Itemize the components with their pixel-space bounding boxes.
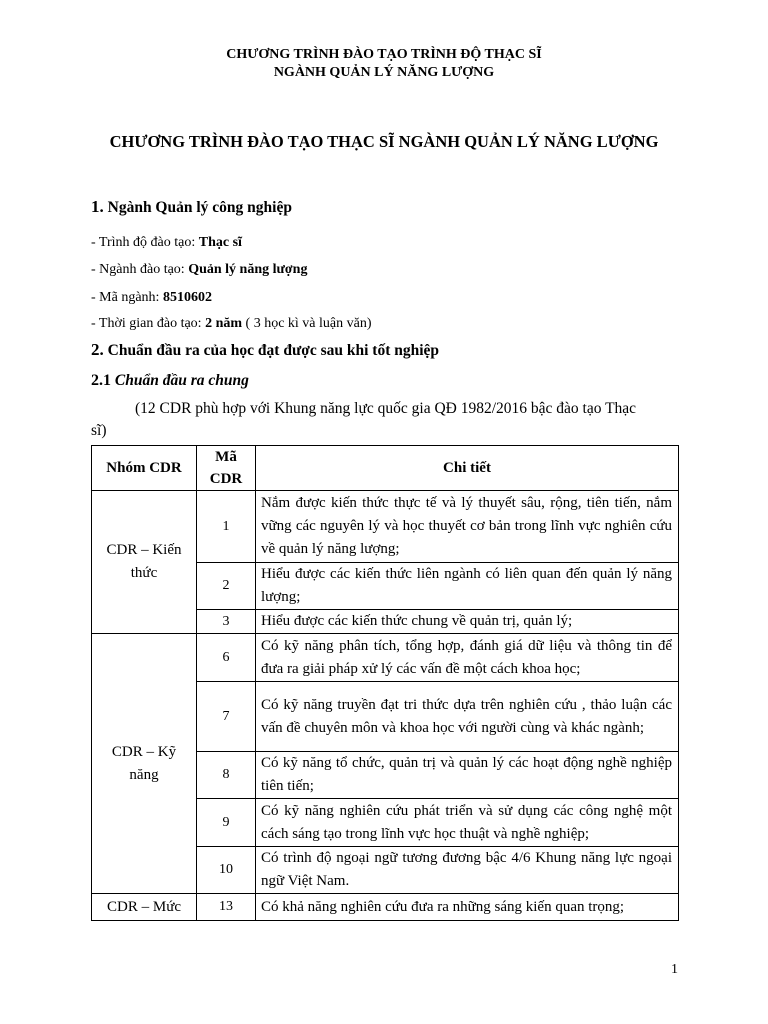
group-name-line2: thức xyxy=(130,565,158,581)
section-2-1-number: 2.1 xyxy=(91,372,111,389)
header-line-1: CHƯƠNG TRÌNH ĐÀO TẠO TRÌNH ĐỘ THẠC SĨ xyxy=(226,47,542,62)
info-suffix: ( 3 học kì và luận văn) xyxy=(242,316,372,331)
cdr-detail: Hiểu được các kiến thức liên ngành có liên quan đến quản lý năng lượng; xyxy=(256,563,679,610)
cdr-detail: Có trình độ ngoại ngữ tương đương bậc 4/6 Khung năng lực ngoại ngữ Việt Nam. xyxy=(256,847,679,894)
header-group: Nhóm CDR xyxy=(92,446,197,491)
cdr-detail: Có kỹ năng truyền đạt tri thức dựa trên nghiên cứu , thảo luận các vấn đề chuyên môn và khoa học với người cùng và khác ngành; xyxy=(256,682,679,752)
table-header-row xyxy=(92,446,679,491)
table-row xyxy=(92,894,679,921)
section-1-title: Ngành Quản lý công nghiệp xyxy=(107,199,292,216)
section-2-1-heading xyxy=(91,372,249,390)
info-label: - Thời gian đào tạo: xyxy=(91,316,206,331)
cdr-detail: Có khả năng nghiên cứu đưa ra những sáng kiến quan trọng; xyxy=(256,894,679,921)
info-value: 8510602 xyxy=(162,290,212,305)
header-line-2: NGÀNH QUẢN LÝ NĂNG LƯỢNG xyxy=(273,65,495,80)
section-2-title: Chuẩn đầu ra của học đạt được sau khi tốt nghiệp xyxy=(107,342,440,359)
cdr-detail: Hiểu được các kiến thức chung về quản trị, quản lý; xyxy=(256,610,679,634)
cdr-code: 6 xyxy=(197,634,256,682)
cdr-detail: Có kỹ năng phân tích, tổng hợp, đánh giá dữ liệu và thông tin để đưa ra giải pháp xử lý các vấn đề một cách khoa học; xyxy=(256,634,679,682)
table-row xyxy=(92,634,679,682)
info-value: Quản lý năng lượng xyxy=(188,262,308,277)
info-level xyxy=(91,235,242,251)
section-2-heading xyxy=(91,340,439,360)
cdr-code: 13 xyxy=(197,894,256,921)
header-code-line1: Mã xyxy=(215,449,237,465)
document-title: CHƯƠNG TRÌNH ĐÀO TẠO THẠC SĨ NGÀNH QUẢN LÝ NĂNG LƯỢNG xyxy=(109,132,659,151)
cdr-code: 9 xyxy=(197,799,256,847)
group-name-line1: CDR – Kiến xyxy=(106,542,182,558)
info-label: - Ngành đào tạo: xyxy=(91,262,189,277)
cdr-code: 2 xyxy=(197,563,256,610)
group-skills xyxy=(92,634,197,894)
cdr-detail: Có kỹ năng nghiên cứu phát triển và sử dụng các công nghệ một cách sáng tạo trong lĩnh vực học thuật và nghề nghiệp; xyxy=(256,799,679,847)
cdr-code: 7 xyxy=(197,682,256,752)
outcomes-table xyxy=(91,445,679,921)
info-label: - Trình độ đào tạo: xyxy=(91,235,199,250)
header-code-line2: CDR xyxy=(209,471,243,487)
header-detail: Chi tiết xyxy=(256,446,679,491)
group-knowledge xyxy=(92,491,197,634)
info-value: Thạc sĩ xyxy=(198,235,242,250)
info-major xyxy=(91,262,307,278)
info-value: 2 năm xyxy=(205,316,243,331)
group-level xyxy=(92,894,197,921)
info-code xyxy=(91,290,212,306)
cdr-code: 3 xyxy=(197,610,256,634)
group-name-line1: CDR – Mức xyxy=(107,898,181,915)
header-code xyxy=(197,446,256,491)
intro-line-1: (12 CDR phù hợp với Khung năng lực quốc gia QĐ 1982/2016 bậc đào tạo Thạc xyxy=(135,400,637,417)
info-label: - Mã ngành: xyxy=(91,290,163,305)
page-number: 1 xyxy=(671,962,678,977)
cdr-detail: Nắm được kiến thức thực tế và lý thuyết sâu, rộng, tiên tiến, nắm vững các nguyên lý và học thuyết cơ bản trong lĩnh vực nghiên cứu về quản lý năng lượng; xyxy=(256,491,679,563)
section-2-number: 2. xyxy=(91,340,104,359)
cdr-code: 1 xyxy=(197,491,256,563)
cdr-detail: Có kỹ năng tổ chức, quản trị và quản lý các hoạt động nghề nghiệp tiên tiến; xyxy=(256,752,679,799)
info-duration xyxy=(91,316,372,332)
section-1-number: 1. xyxy=(91,197,104,216)
cdr-code: 8 xyxy=(197,752,256,799)
section-1-heading xyxy=(91,197,292,217)
table-row xyxy=(92,491,679,563)
cdr-code: 10 xyxy=(197,847,256,894)
group-name-line1: CDR – Kỹ xyxy=(111,743,177,760)
section-2-1-title: Chuẩn đầu ra chung xyxy=(114,372,249,389)
group-name-line2: năng xyxy=(129,766,159,783)
intro-line-2: sĩ) xyxy=(91,422,107,439)
